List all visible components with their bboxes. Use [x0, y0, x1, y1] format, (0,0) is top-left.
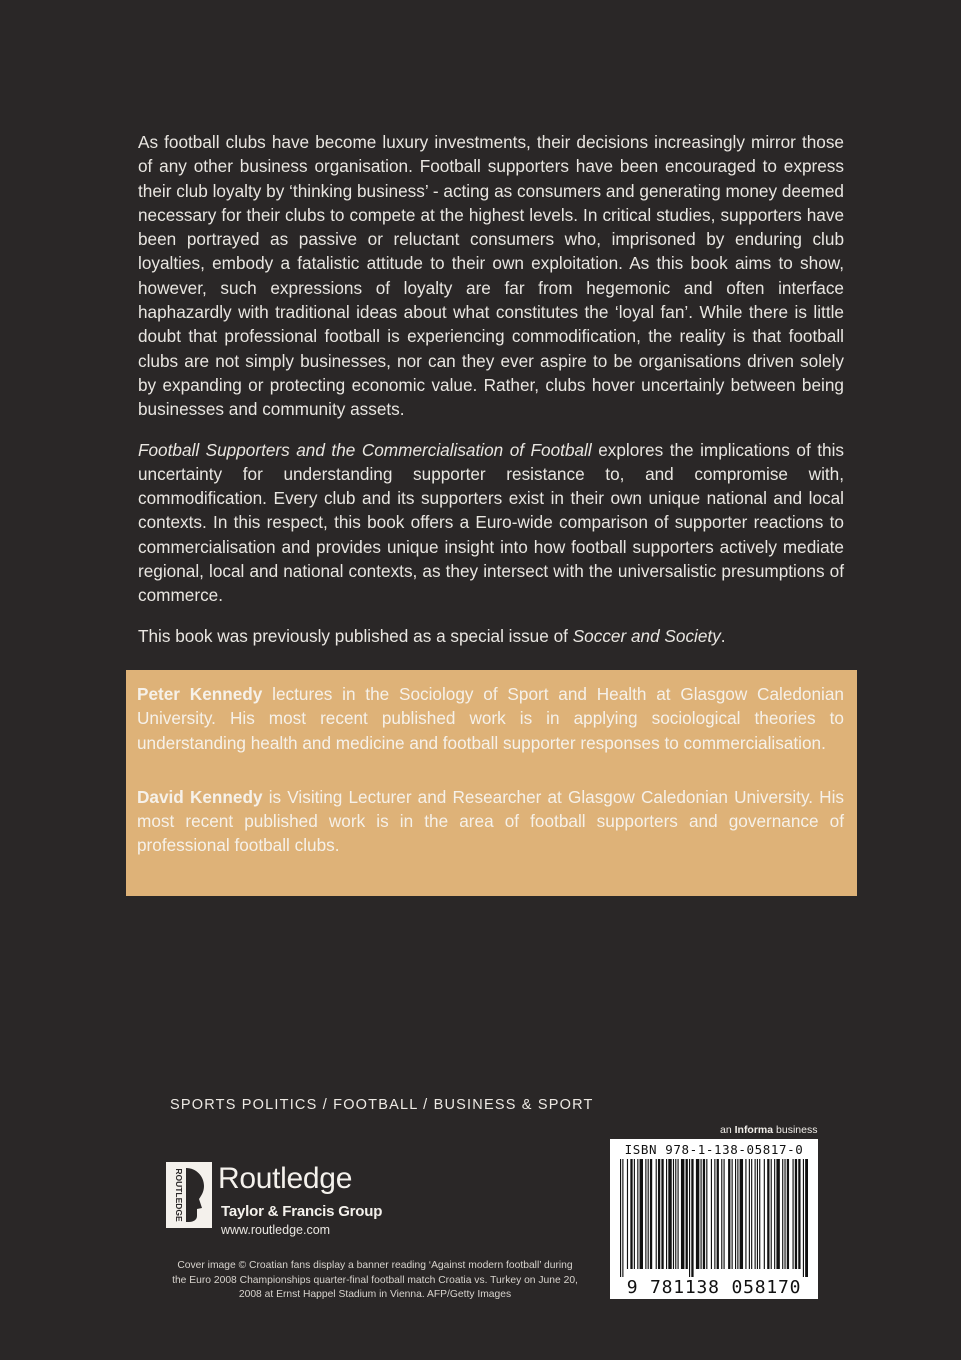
barcode-bar	[645, 1159, 646, 1269]
barcode-bar	[735, 1159, 736, 1269]
publisher-block	[166, 1160, 406, 1250]
barcode-bar	[798, 1159, 800, 1269]
barcode-bar	[620, 1159, 621, 1277]
barcode-bar	[749, 1159, 750, 1269]
book-title: Football Supporters and the Commercialisation of Football	[138, 439, 592, 460]
barcode-bar	[661, 1159, 663, 1269]
barcode-bar	[728, 1159, 730, 1269]
barcode-bar	[767, 1159, 769, 1269]
blurb-paragraph-2: Football Supporters and the Commercialisation of Football explores the implications of this uncertainty for understanding supporter resistance to, and compromise with, commodification. Every club and its supporters exist in their own unique national and local contexts. In this respect, this book offers a Euro-wide comparison of supporter reactions to commercialisation and provides unique insight into how football supporters actively mediate regional, local and national contexts, as they intersect with the universalistic presumptions of commerce.	[138, 439, 844, 606]
barcode-bar	[782, 1159, 783, 1269]
barcode-bars-icon	[620, 1159, 808, 1277]
barcode-bar	[668, 1159, 671, 1269]
barcode-bar	[658, 1159, 660, 1269]
barcode-bar	[706, 1159, 707, 1269]
barcode-bar	[678, 1159, 679, 1269]
barcode-bar	[776, 1159, 779, 1269]
barcode-bar	[675, 1159, 676, 1269]
barcode-digits: 9 781138 058170	[626, 1277, 802, 1298]
barcode-bar	[637, 1159, 638, 1269]
barcode-bar	[771, 1159, 772, 1269]
barcode-bar	[737, 1159, 738, 1269]
publisher-url[interactable]: www.routledge.com	[221, 1223, 331, 1237]
cover-image-credit: Cover image © Croatian fans display a banner reading ‘Against modern football’ during the Euro 2008 Championships quarter-final football match Croatia vs. Turkey on June 20, 2008 at Ernst Happel Stadium in Vienna. AFP/Getty Images	[172, 1260, 578, 1300]
barcode-bar	[656, 1159, 657, 1269]
journal-title: Soccer and Society	[572, 625, 721, 646]
barcode-bar	[703, 1159, 705, 1269]
isbn-barcode	[610, 1139, 818, 1299]
barcode-bar	[686, 1159, 688, 1269]
barcode-bar	[650, 1159, 652, 1269]
barcode-bar	[803, 1159, 804, 1277]
barcode-bar	[764, 1159, 765, 1269]
blurb-paragraph-1: As football clubs have become luxury investments, their decisions increasingly mirror those of any other business organisation. Football supporters have been encouraged to express their club loyalty by ‘thinking business’ - acting as consumers and generating money deemed necessary for their clubs to compete at the highest levels. In critical studies, supporters have been portrayed as passive or reluctant consumers who, imprisoned by enduring club loyalties, embody a fatalistic attitude to their own exploitation. As this book aims to show, however, such expressions of loyalty are far from hegemonic and often interface haphazardly with traditional ideas about what constitutes the ‘loyal fan’. While there is little doubt that professional football is experiencing commodification, the reality is that football clubs are not simply businesses, nor can they ever aspire to be organisations driven solely by expanding or protecting economic value. Rather, clubs hover uncertainly between being businesses and community assets.	[138, 132, 844, 420]
author-bio-peter: Peter Kennedy lectures in the Sociology of Sport and Health at Glasgow Caledonian University. His most recent published work is in applying sociological theories to understanding health and medicine and football supporter responses to commercialisation.	[137, 684, 844, 753]
routledge-logo-icon	[166, 1162, 212, 1228]
barcode-bar	[640, 1159, 643, 1269]
barcode-bar	[666, 1159, 667, 1269]
barcode-bar	[689, 1159, 690, 1277]
barcode-bar	[701, 1159, 702, 1269]
publisher-name: Routledge	[218, 1162, 353, 1195]
barcode-bar	[673, 1159, 674, 1269]
barcode-bar	[784, 1159, 785, 1269]
barcode-bar	[724, 1159, 725, 1269]
barcode-bar	[774, 1159, 775, 1269]
book-blurb	[138, 130, 844, 664]
barcode-bar	[745, 1159, 746, 1269]
barcode-bar	[717, 1159, 719, 1269]
barcode-bar	[714, 1159, 715, 1269]
barcode-bar	[795, 1159, 797, 1269]
barcode-bar	[732, 1159, 733, 1269]
author-name: Peter Kennedy	[137, 684, 263, 704]
barcode-bar	[755, 1159, 756, 1269]
barcode-bar	[787, 1159, 789, 1269]
barcode-bar	[751, 1159, 752, 1269]
barcode-bar	[740, 1159, 743, 1269]
author-bio-david: David Kennedy is Visiting Lecturer and Researcher at Glasgow Caledonian University. His most recent published work is in the area of football supporters and governance of professional football clubs.	[137, 786, 845, 856]
barcode-bar	[634, 1159, 635, 1269]
barcode-bar	[793, 1159, 794, 1269]
barcode-bar	[805, 1159, 808, 1277]
barcode-bar	[627, 1159, 628, 1269]
barcode-bar	[630, 1159, 632, 1269]
barcode-bar	[759, 1159, 760, 1269]
logo-wordmark: ROUTLEDGE	[173, 1168, 184, 1222]
author-name: David Kennedy	[137, 786, 263, 807]
subject-categories: SPORTS POLITICS / FOOTBALL / BUSINESS & SPORT	[170, 1097, 594, 1113]
barcode-bar	[696, 1159, 699, 1269]
barcode-bar	[711, 1159, 712, 1269]
isbn-label: ISBN 978-1-138-05817-0	[624, 1142, 804, 1157]
barcode-bar	[681, 1159, 684, 1269]
barcode-bar	[648, 1159, 649, 1269]
blurb-paragraph-3: This book was previously published as a special issue of Soccer and Society.	[138, 625, 726, 646]
publisher-group: Taylor & Francis Group	[221, 1203, 383, 1220]
informa-tagline: an Informa business	[720, 1124, 818, 1136]
barcode-bar	[757, 1159, 758, 1269]
author-bio-box	[126, 670, 857, 896]
barcode-bar	[622, 1159, 623, 1277]
barcode-bar	[691, 1159, 693, 1277]
barcode-bar	[721, 1159, 722, 1269]
